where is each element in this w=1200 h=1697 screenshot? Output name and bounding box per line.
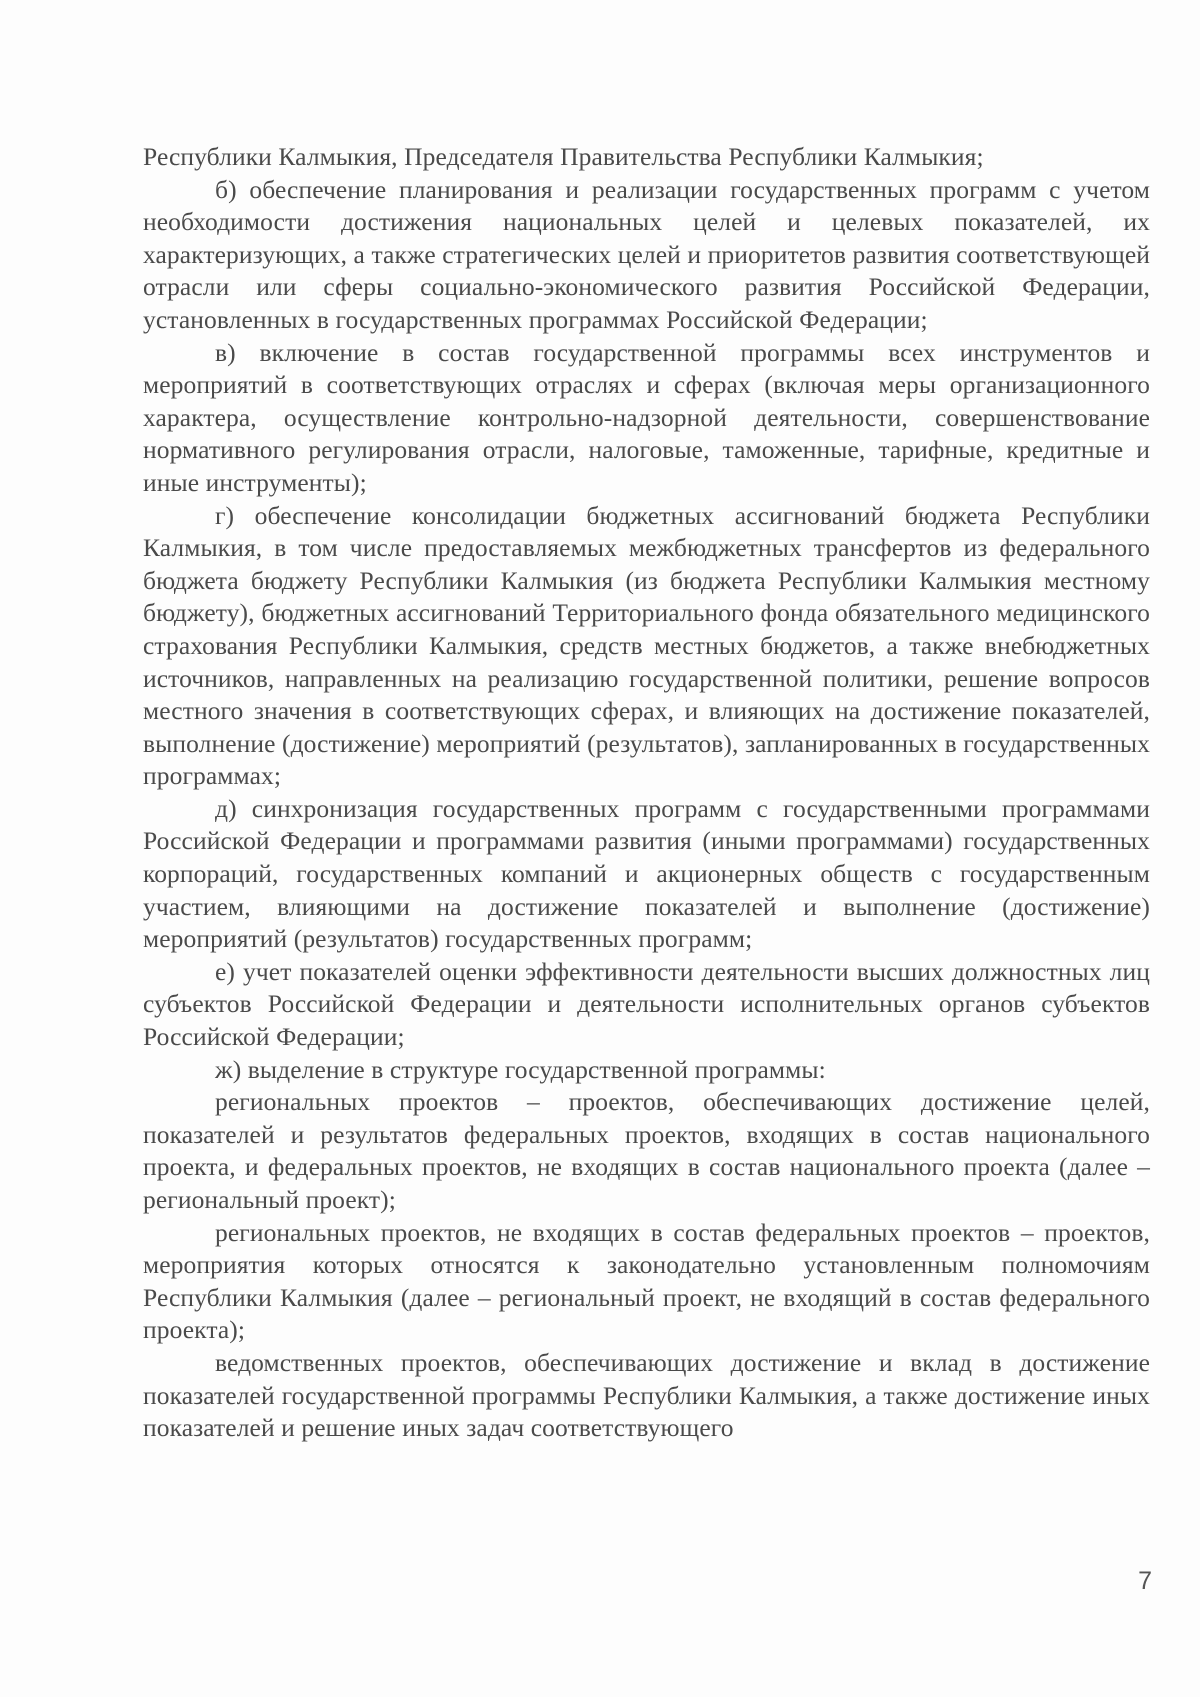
paragraph-zh: ж) выделение в структуре государственной программы:: [215, 1054, 826, 1084]
page-number: 7: [1138, 1567, 1152, 1595]
paragraph-departmental-projects: ведомственных проектов, обеспечивающих достижение и вклад в достижение показателей государственной программы Республики Калмыкия, а также достижение иных показателей и решение иных задач соответствующего: [143, 1347, 1150, 1443]
paragraph-d: д) синхронизация государственных программ с государственными программами Российской Федерации и программами развития (иными программами) государственных корпораций, государственных компаний и акционерных обществ с государственным участием, влияющими на достижение показателей и выполнение (достижение) мероприятий (результатов) государственных программ;: [143, 793, 1150, 954]
paragraph-e: е) учет показателей оценки эффективности деятельности высших должностных лиц субъектов Российской Федерации и деятельности исполнительных органов субъектов Российской Федерации;: [143, 956, 1150, 1052]
paragraph: Республики Калмыкия, Председателя Правительства Республики Калмыкия;: [143, 142, 984, 171]
paragraph-g: г) обеспечение консолидации бюджетных ассигнований бюджета Республики Калмыкия, в том числе предоставляемых межбюджетных трансфертов из федерального бюджета бюджету Республики Калмыкия (из бюджета Республики Калмыкия местному бюджету), бюджетных ассигнований Территориального фонда обязательного медицинского страхования Республики Калмыкия, средств местных бюджетов, а также внебюджетных источников, направленных на реализацию государственной политики, решение вопросов местного значения в соответствующих сферах, и влияющих на достижение показателей, выполнение (достижение) мероприятий (результатов), запланированных в государственных программах;: [143, 500, 1151, 791]
paragraph-regional-projects: региональных проектов – проектов, обеспечивающих достижение целей, показателей и результатов федеральных проектов, входящих в состав национального проекта, и федеральных проектов, не входящих в состав национального проекта (далее – региональный проект);: [143, 1087, 1150, 1214]
paragraph-v: в) включение в состав государственной программы всех инструментов и мероприятий в соответствующих отраслях и сферах (включая меры организационного характера, осуществление контрольно-надзорной деятельности, совершенствование нормативного регулирования отрасли, налоговые, таможенные, тарифные, кредитные и иные инструменты);: [143, 337, 1150, 497]
paragraph-b: б) обеспечение планирования и реализации государственных программ с учетом необходимости достижения национальных целей и целевых показателей, их характеризующих, а также стратегических целей и приоритетов развития соответствующей отрасли или сферы социально-экономического развития Российской Федерации, установленных в государственных программах Российской Федерации;: [143, 174, 1150, 334]
document-body: [143, 141, 1150, 1445]
paragraph-regional-projects-not-federal: региональных проектов, не входящих в состав федеральных проектов – проектов, мероприятия которых относятся к законодательно установленным полномочиям Республики Калмыкия (далее – региональный проект, не входящий в состав федерального проекта);: [143, 1217, 1150, 1345]
